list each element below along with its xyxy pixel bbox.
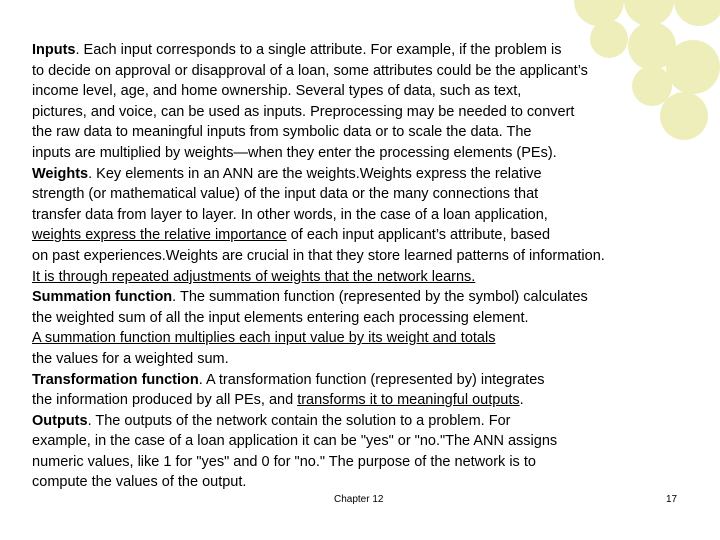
decor-circle xyxy=(574,0,624,26)
outputs-text: . The outputs of the network contain the solution to a problem. For xyxy=(87,412,511,429)
text-line xyxy=(32,164,720,185)
transformation-text: . xyxy=(519,392,524,409)
weights-text: transfer data from layer to layer. In other words, in the case of a loan application, xyxy=(32,206,548,223)
weights-text: of each input applicant’s attribute, based xyxy=(286,227,551,244)
summation-text: the weighted sum of all the input elements entering each processing element. xyxy=(32,309,529,326)
transformation-heading: Transformation function xyxy=(32,371,199,388)
text-line xyxy=(32,225,720,246)
inputs-text: the raw data to meaningful inputs from symbolic data or to scale the data. The xyxy=(32,124,532,141)
inputs-text: to decide on approval or disapproval of a loan, some attributes could be the applicant’s xyxy=(32,62,588,79)
weights-heading: Weights xyxy=(32,165,89,182)
weights-underlined-text: weights express the relative importance xyxy=(32,227,287,244)
summation-text: . The summation function (represented by the symbol) calculates xyxy=(172,289,588,306)
inputs-text: inputs are multiplied by weights—when they enter the processing elements (PEs). xyxy=(32,144,557,161)
text-line xyxy=(32,390,720,411)
decor-circle xyxy=(624,0,674,26)
transformation-text: the information produced by all PEs, and xyxy=(32,392,298,409)
summation-heading: Summation function xyxy=(32,289,173,306)
inputs-text: income level, age, and home ownership. Several types of data, such as text, xyxy=(32,83,522,100)
outputs-text: compute the values of the output. xyxy=(32,474,247,491)
text-line xyxy=(32,40,720,61)
footer-chapter-label: Chapter 12 xyxy=(334,494,384,505)
outputs-heading: Outputs xyxy=(32,412,88,429)
weights-text: on past experiences.Weights are crucial in that they store learned patterns of information. xyxy=(32,247,605,264)
text-line xyxy=(32,411,720,432)
summation-underlined-text: A summation function multiplies each input value by its weight and totals xyxy=(32,330,496,347)
inputs-text: . Each input corresponds to a single attribute. For example, if the problem is xyxy=(75,42,562,58)
text-line xyxy=(32,287,720,308)
transformation-text: . A transformation function (represented by) integrates xyxy=(198,371,545,388)
text-line xyxy=(32,328,720,349)
outputs-text: example, in the case of a loan application it can be "yes" or "no."The ANN assigns xyxy=(32,433,558,450)
weights-text: . Key elements in an ANN are the weights.Weights express the relative xyxy=(88,165,542,182)
footer-page-number: 17 xyxy=(666,494,678,505)
weights-underlined-text: It is through repeated adjustments of weights that the network learns. xyxy=(32,268,476,285)
weights-text: strength (or mathematical value) of the input data or the many connections that xyxy=(32,186,539,203)
text-line xyxy=(32,267,720,288)
outputs-text: numeric values, like 1 for "yes" and 0 for "no." The purpose of the network is to xyxy=(32,453,536,470)
transformation-underlined-text: transforms it to meaningful outputs xyxy=(297,392,520,409)
summation-text: the values for a weighted sum. xyxy=(32,350,229,367)
decor-circle xyxy=(674,0,720,26)
inputs-text: pictures, and voice, can be used as inputs. Preprocessing may be needed to convert xyxy=(32,103,575,120)
inputs-heading: Inputs xyxy=(32,42,76,58)
text-line xyxy=(32,370,720,391)
slide-body xyxy=(32,40,720,493)
